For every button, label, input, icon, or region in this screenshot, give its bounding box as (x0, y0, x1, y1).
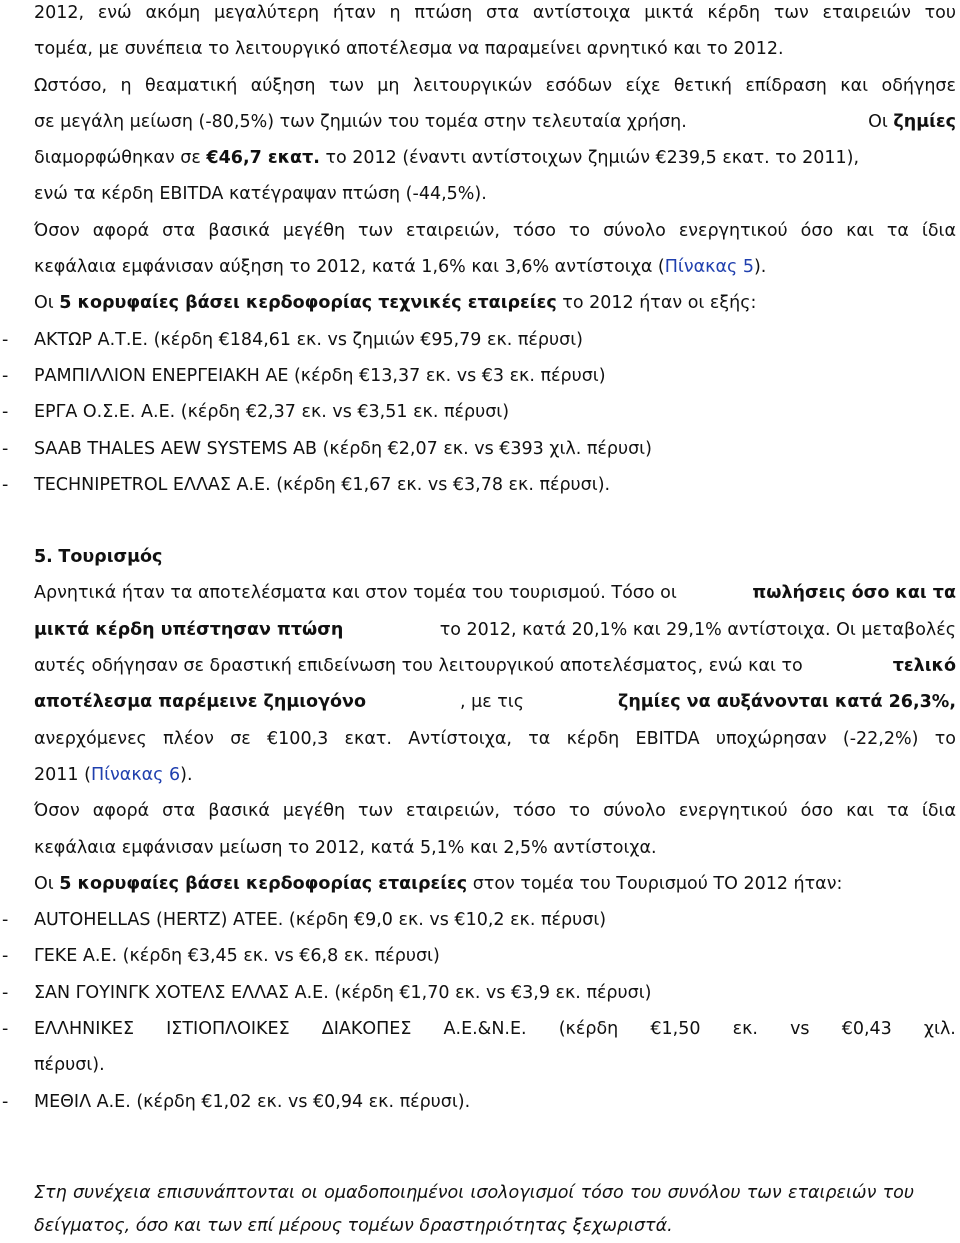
list-item: - ΜΕΘΙΛ Α.Ε. (κέρδη €1,02 εκ. vs €0,94 εκ. πέρυσι). (2, 1091, 471, 1112)
bold-text: 5 κορυφαίες βάσει κερδοφορίας τεχνικές εταιρείες (59, 293, 557, 314)
list-item: - ΡΑΜΠΙΛΛΙΟΝ ΕΝΕΡΓΕΙΑΚΗ ΑΕ (κέρδη €13,37 εκ. vs €3 εκ. πέρυσι) (2, 365, 606, 386)
footer-line: δείγματος, όσο και των επί μέρους τομέων δραστηριότητας ξεχωριστά. (34, 1216, 673, 1236)
paragraph-line: τομέα, με συνέπεια το λειτουργικό αποτέλεσμα να παραμείνει αρνητικό και το 2012. (34, 39, 784, 60)
list-item: - SAAB THALES AEW SYSTEMS AB (κέρδη €2,07 εκ. vs €393 χιλ. πέρυσι) (2, 438, 652, 459)
bold-text: τελικό (892, 656, 956, 677)
table-link[interactable]: Πίνακας 6 (90, 764, 181, 785)
paragraph-line: μικτά κέρδη υπέστησαν πτώση το 2012, κατά 20,1% και 29,1% αντίστοιχα. Οι μεταβολές (34, 612, 956, 648)
bold-text: 5 κορυφαίες βάσει κερδοφορίας εταιρείες (59, 873, 468, 894)
paragraph-line: Οι 5 κορυφαίες βάσει κερδοφορίας εταιρείες στον τομέα του Τουρισμού ΤΟ 2012 ήταν: (34, 873, 843, 894)
section-heading: 5. Τουρισμός (34, 547, 163, 568)
list-item: - ΕΡΓΑ Ο.Σ.Ε. Α.Ε. (κέρδη €2,37 εκ. vs €3,51 εκ. πέρυσι) (2, 402, 510, 423)
paragraph-line: σε μεγάλη μείωση (-80,5%) των ζημιών του τομέα στην τελευταία χρήση. Οι ζημίες (34, 111, 956, 132)
paragraph-line: Αρνητικά ήταν τα αποτελέσματα και στον τομέα του τουρισμού. Τόσο οι πωλήσεις όσο και τα (34, 575, 956, 611)
bold-text: ζημίες να αυξάνονται κατά 26,3%, (617, 692, 956, 713)
footer-note (34, 1177, 914, 1243)
paragraph-line: ενώ τα κέρδη EBITDA κατέγραψαν πτώση (-44,5%). (34, 184, 487, 205)
table-link[interactable]: Πίνακας 5 (664, 257, 754, 278)
bold-text: €46,7 εκατ. (206, 148, 320, 169)
paragraph-line: κεφάλαια εμφάνισαν αύξηση το 2012, κατά 1,6% και 3,6% αντίστοιχα (Πίνακας 5). (34, 257, 767, 278)
paragraph-line: ανερχόμενες πλέον σε €100,3 εκατ. Αντίστοιχα, τα κέρδη EBITDA υποχώρησαν (-22,2%) το (34, 728, 956, 749)
list-item: - AUTOHELLAS (HERTZ) ΑΤΕΕ. (κέρδη €9,0 εκ. vs €10,2 εκ. πέρυσι) (2, 910, 607, 931)
paragraph-line: Όσον αφορά στα βασικά μεγέθη των εταιρειών, τόσο το σύνολο ενεργητικού όσο και τα ίδια (34, 801, 956, 822)
paragraph-line: αυτές οδήγησαν σε δραστική επιδείνωση του λειτουργικού αποτελέσματος, ενώ και το τελικό (34, 648, 956, 684)
list-item: - ΣΑΝ ΓΟΥΙΝΓΚ ΧΟΤΕΛΣ ΕΛΛΑΣ Α.Ε. (κέρδη €1,70 εκ. vs €3,9 εκ. πέρυσι) (2, 982, 652, 1003)
paragraph-line: κεφάλαια εμφάνισαν μείωση το 2012, κατά 5,1% και 2,5% αντίστοιχα. (34, 837, 657, 858)
tourism-companies-list (2, 902, 956, 1120)
tech-companies-list (2, 322, 956, 503)
paragraph-line: διαμορφώθηκαν σε €46,7 εκατ. το 2012 (έναντι αντίστοιχων ζημιών €239,5 εκατ. το 2011), (34, 148, 860, 169)
paragraph-line: 2011 (Πίνακας 6). (34, 764, 193, 785)
paragraph-line: αποτέλεσμα παρέμεινε ζημιογόνο , με τις ζημίες να αυξάνονται κατά 26,3%, (34, 684, 956, 720)
paragraph-line: 2012, ενώ ακόμη μεγαλύτερη ήταν η πτώση στα αντίστοιχα μικτά κέρδη των εταιρειών του (34, 3, 956, 23)
paragraph-line: Όσον αφορά στα βασικά μεγέθη των εταιρειών, τόσο το σύνολο ενεργητικού όσο και τα ίδια (34, 220, 956, 241)
document-body (2, 0, 956, 1120)
section-title: Τουρισμός (58, 547, 163, 568)
list-item: - ΕΛΛΗΝΙΚΕΣ ΙΣΤΙΟΠΛΟΙΚΕΣ ΔΙΑΚΟΠΕΣ Α.Ε.&Ν.Ε. (κέρδη €1,50 εκ. vs €0,43 χιλ. (2, 1019, 956, 1040)
list-item: - ΓΕΚΕ Α.Ε. (κέρδη €3,45 εκ. vs €6,8 εκ. πέρυσι) (2, 946, 440, 967)
list-item: - TECHNIPETROL ΕΛΛΑΣ Α.Ε. (κέρδη €1,67 εκ. vs €3,78 εκ. πέρυσι). (2, 474, 611, 495)
paragraph-line: Ωστόσο, η θεαματική αύξηση των μη λειτουργικών εσόδων είχε θετική επίδραση και οδήγησε (34, 75, 956, 96)
list-item-continuation: πέρυσι). (34, 1055, 105, 1076)
paragraph-line: Οι 5 κορυφαίες βάσει κερδοφορίας τεχνικές εταιρείες το 2012 ήταν οι εξής: (34, 293, 757, 314)
list-item: - ΑΚΤΩΡ Α.Τ.Ε. (κέρδη €184,61 εκ. vs ζημιών €95,79 εκ. πέρυσι) (2, 329, 583, 350)
footer-line: Στη συνέχεια επισυνάπτονται οι ομαδοποιημένοι ισολογισμοί τόσο του συνόλου των εταιρειών του (34, 1183, 914, 1203)
bold-text: μικτά κέρδη υπέστησαν πτώση (34, 619, 344, 640)
bold-text: πωλήσεις όσο και τα (752, 583, 956, 604)
bold-text: ζημίες (893, 111, 956, 132)
bold-text: αποτέλεσμα παρέμεινε ζημιογόνο (34, 692, 366, 713)
